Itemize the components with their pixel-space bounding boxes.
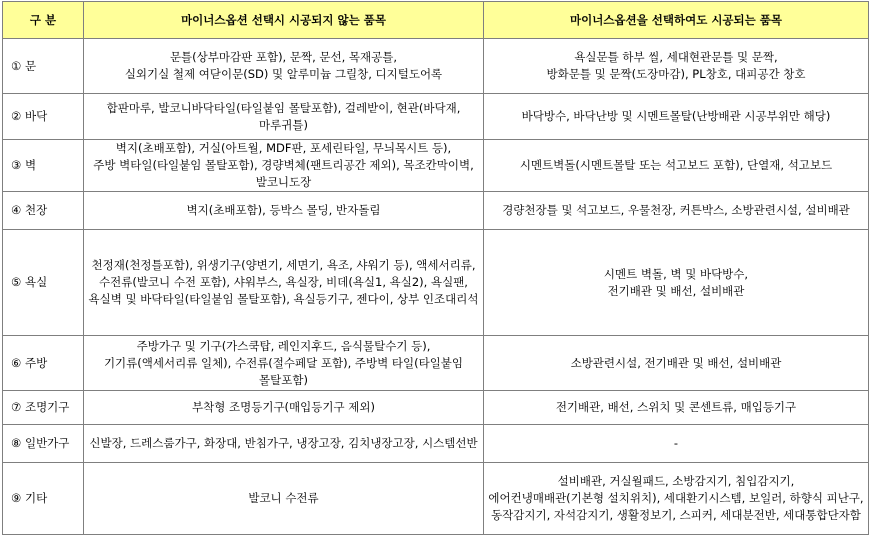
not-built-cell	[84, 463, 484, 535]
cell-line: 방화문틀 및 문짝(도장마감), PL창호, 대피공간 창호	[546, 67, 806, 81]
cell-line: 소방관련시설, 전기배관 및 배선, 설비배관	[570, 355, 782, 370]
cell-line: 실외기실 철제 여닫이문(SD) 및 알루미늄 그릴창, 디지털도어록	[124, 67, 443, 81]
cell-line: 천정재(천정틀포함), 위생기구(양변기, 세면기, 욕조, 샤워기 등), 액세서리류,	[91, 258, 476, 272]
header-category: 구 분	[3, 2, 84, 39]
row-category: ⑧ 일반가구	[3, 425, 84, 463]
not-built-cell	[84, 140, 484, 192]
cell-line: 기기류(액세서리류 일체), 수전류(절수페달 포함), 주방벽 타일(타일붙임 몰탈포함)	[103, 355, 464, 387]
not-built-cell	[84, 230, 484, 336]
cell-line: -	[673, 436, 679, 450]
built-cell	[484, 230, 869, 336]
table-row	[3, 336, 869, 391]
cell-line: 벽지(초배포함), 거실(아트월, MDF판, 포세린타일, 무늬목시트 등),	[115, 141, 452, 155]
cell-line: 벽지(초배포함), 등박스 몰딩, 반자돌림	[186, 203, 381, 217]
header-row	[3, 2, 869, 39]
cell-line: 신발장, 드레스룸가구, 화장대, 반침가구, 냉장고장, 김치냉장고장, 시스템선반	[89, 436, 478, 450]
built-cell	[484, 336, 869, 391]
built-cell	[484, 463, 869, 535]
cell-line: 문틀(상부마감판 포함), 문짝, 문선, 목재공틀,	[169, 50, 398, 64]
not-built-cell	[84, 425, 484, 463]
cell-line: 합판마루, 발코니바닥타일(타일붙임 몰탈포함), 걸레받이, 현관(바닥재, 마루귀틀)	[106, 100, 461, 132]
cell-line: 주방 벽타일(타일붙임 몰탈포함), 경량벽체(팬트리공간 제외), 목조칸막이벽, 발코니도장	[93, 158, 474, 189]
built-cell	[484, 425, 869, 463]
row-category: ⑥ 주방	[3, 336, 84, 391]
row-category: ⑤ 욕실	[3, 230, 84, 336]
cell-line: 전기배관, 배선, 스위치 및 콘센트류, 매입등기구	[555, 400, 797, 414]
minus-option-table	[2, 1, 869, 535]
row-category: ⑨ 기타	[3, 463, 84, 535]
row-category: ② 바닥	[3, 94, 84, 140]
cell-line: 욕실벽 및 바닥타일(타일붙임 몰탈포함), 욕실등기구, 젠다이, 상부 인조대리석	[88, 292, 479, 306]
table-row	[3, 391, 869, 425]
not-built-cell	[84, 336, 484, 391]
row-category: ⑦ 조명기구	[3, 391, 84, 425]
not-built-cell	[84, 192, 484, 230]
table-row	[3, 39, 869, 94]
header-not-built: 마이너스옵션 선택시 시공되지 않는 품목	[84, 2, 484, 39]
table-row	[3, 192, 869, 230]
cell-line: 설비배관, 거실월패드, 소방감지기, 침입감지기,	[557, 474, 795, 488]
cell-line: 경량천장틀 및 석고보드, 우물천장, 커튼박스, 소방관련시설, 설비배관	[502, 203, 850, 217]
table-row	[3, 94, 869, 140]
header-built: 마이너스옵션을 선택하여도 시공되는 품목	[484, 2, 869, 39]
cell-line: 시멘트벽돌(시멘트몰탈 또는 석고보드 포함), 단열재, 석고보드	[519, 158, 833, 172]
cell-line: 에어컨냉매배관(기본형 설치위치), 세대환기시스템, 보일러, 하향식 피난구, 동작감지기, 자석감지기, 생활정보기, 스피커, 세대분전반, 세대통합단자함	[488, 491, 864, 522]
table-row	[3, 140, 869, 192]
table-row	[3, 425, 869, 463]
not-built-cell	[84, 94, 484, 140]
row-category: ③ 벽	[3, 140, 84, 192]
built-cell	[484, 39, 869, 94]
built-cell	[484, 391, 869, 425]
table-row	[3, 230, 869, 336]
not-built-cell	[84, 391, 484, 425]
row-category: ④ 천장	[3, 192, 84, 230]
row-category: ① 문	[3, 39, 84, 94]
built-cell	[484, 192, 869, 230]
cell-line: 바닥방수, 바닥난방 및 시멘트몰탈(난방배관 시공부위만 해당)	[521, 109, 831, 123]
table-row	[3, 463, 869, 535]
cell-line: 시멘트 벽돌, 벽 및 바닥방수,	[603, 266, 749, 281]
cell-line: 수전류(발코니 수전 포함), 샤워부스, 욕실장, 비데(욕실1, 욕실2), 욕실팬,	[99, 275, 468, 289]
cell-line: 욕실문틀 하부 씰, 세대현관문틀 및 문짝,	[574, 50, 778, 64]
cell-line: 주방가구 및 기구(가스쿡탑, 레인지후드, 음식물탈수기 등),	[136, 338, 431, 353]
built-cell	[484, 94, 869, 140]
cell-line: 전기배관 및 배선, 설비배관	[607, 283, 745, 298]
cell-line: 발코니 수전류	[248, 491, 319, 505]
not-built-cell	[84, 39, 484, 94]
cell-line: 부착형 조명등기구(매입등기구 제외)	[192, 400, 375, 414]
built-cell	[484, 140, 869, 192]
